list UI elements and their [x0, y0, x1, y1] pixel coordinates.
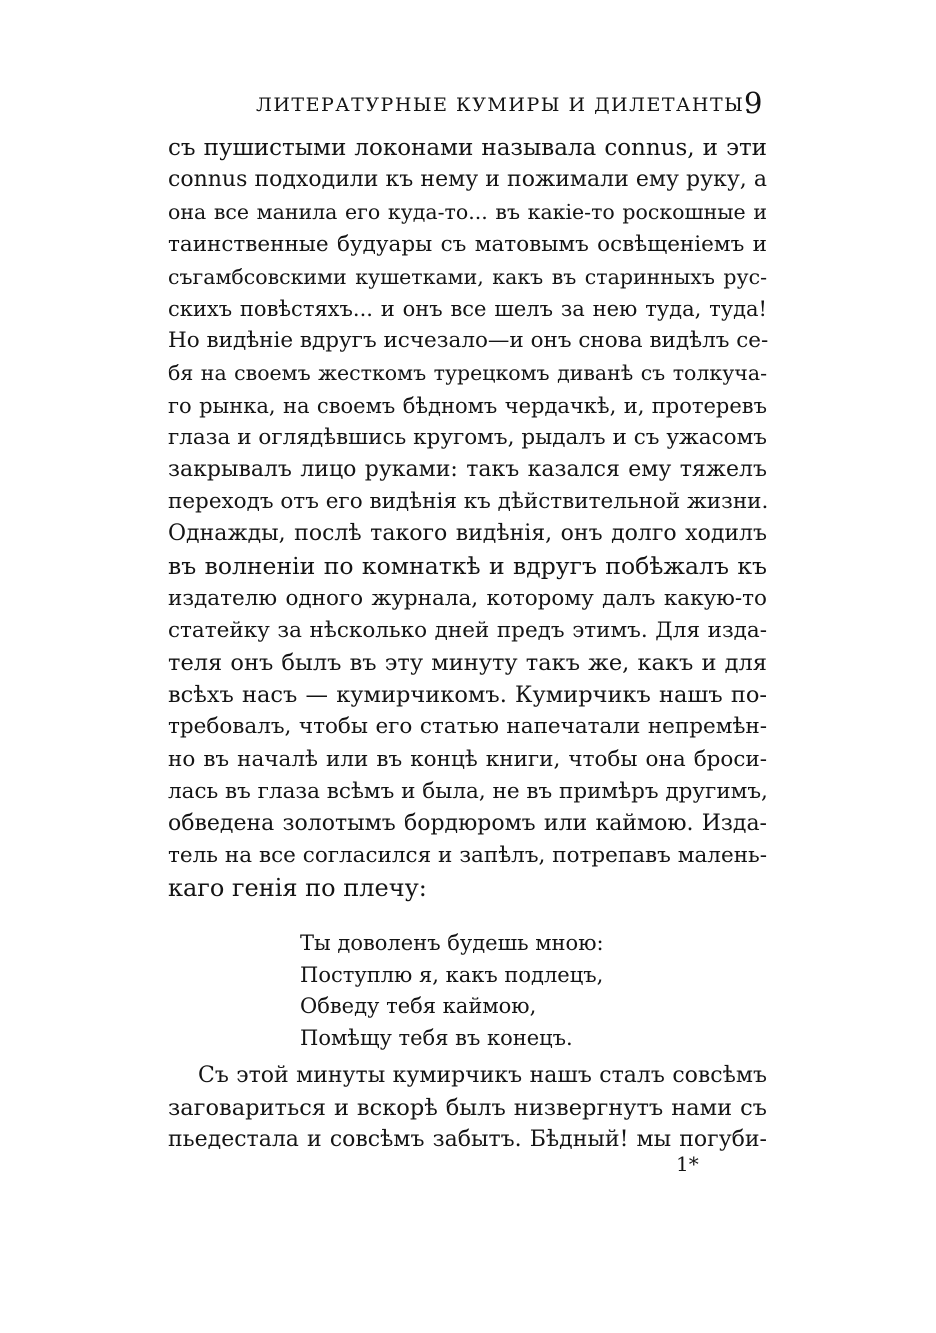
text-line: Съ этой минуты кумирчикъ нашъ сталъ совсѣмъ	[198, 1063, 767, 1088]
text-line: переходъ отъ его видѣнія къ дѣйствительной жизни.	[168, 489, 769, 515]
verse-line: Ты доволенъ будешь мною:	[300, 931, 604, 955]
text-line: съгамбсовскими кушетками, какъ въ старинныхъ рус-	[168, 264, 767, 289]
text-line: всѣхъ насъ — кумирчикомъ. Кумирчикъ нашъ по-	[168, 682, 767, 709]
text-line: тель на все согласился и запѣлъ, потрепавъ малень-	[168, 843, 767, 869]
signature-mark: 1*	[676, 1152, 699, 1176]
page-number: 9	[744, 86, 763, 120]
verse-line: Помѣщу тебя въ конецъ.	[300, 1025, 573, 1050]
text-line: обведена золотымъ бордюромъ или каймою. Изда-	[168, 810, 767, 836]
text-line: теля онъ былъ въ эту минуту такъ же, какъ и для	[168, 650, 767, 676]
paragraph-2	[168, 1060, 767, 1157]
text-line: требовалъ, чтобы его статью напечатали непремѣн-	[168, 714, 767, 740]
text-line: въ волненіи по комнаткѣ и вдругъ побѣжалъ къ	[168, 552, 767, 581]
text-line: закрывалъ лицо руками: такъ казался ему тяжелъ	[168, 456, 767, 482]
text-line: статейку за нѣсколько дней предъ этимъ. Для изда-	[168, 617, 767, 643]
running-title: ЛИТЕРАТУРНЫЕ КУМИРЫ И ДИЛЕТАНТЫ.	[256, 94, 752, 116]
text-line: пьедестала и совсѣмъ забытъ. Бѣдный! мы погуби-	[168, 1127, 767, 1153]
text-line: съ пушистыми локонами называла connus, и эти	[168, 135, 767, 161]
verse-line: Обведу тебя каймою,	[300, 994, 537, 1018]
page-header	[0, 86, 936, 126]
text-line: connus подходили къ нему и пожимали ему руку, а	[168, 167, 767, 193]
text-line: бя на своемъ жесткомъ турецкомъ диванѣ съ толкуча-	[168, 361, 767, 386]
verse-block	[300, 928, 604, 1054]
text-line: лась въ глаза всѣмъ и была, не въ примѣръ другимъ,	[168, 778, 768, 804]
text-line: Но видѣніе вдругъ исчезало—и онъ снова видѣлъ се-	[168, 328, 769, 354]
text-line: скихъ повѣстяхъ... и онъ все шелъ за нею туда, туда!	[168, 296, 767, 321]
text-line: Однажды, послѣ такого видѣнія, онъ долго ходилъ	[168, 521, 767, 547]
text-line: го рынка, на своемъ бѣдномъ чердачкѣ, и, протеревъ	[168, 393, 767, 418]
text-line: таинственные будуары съ матовымъ освѣщеніемъ и	[168, 231, 767, 257]
paragraph-1	[168, 132, 767, 905]
text-line: но въ началѣ или въ концѣ книги, чтобы она броси-	[168, 746, 767, 772]
text-line: каго генія по плечу:	[168, 874, 427, 903]
text-line: она все манила его куда-то... въ какіе-то роскошные и	[168, 200, 767, 225]
text-line: глаза и оглядѣвшись кругомъ, рыдалъ и съ ужасомъ	[168, 424, 767, 450]
verse-line: Поступлю я, какъ подлецъ,	[300, 962, 604, 987]
text-line: издателю одного журнала, которому далъ какую-то	[168, 585, 767, 611]
text-line: заговариться и вскорѣ былъ низвергнутъ нами съ	[168, 1095, 767, 1122]
